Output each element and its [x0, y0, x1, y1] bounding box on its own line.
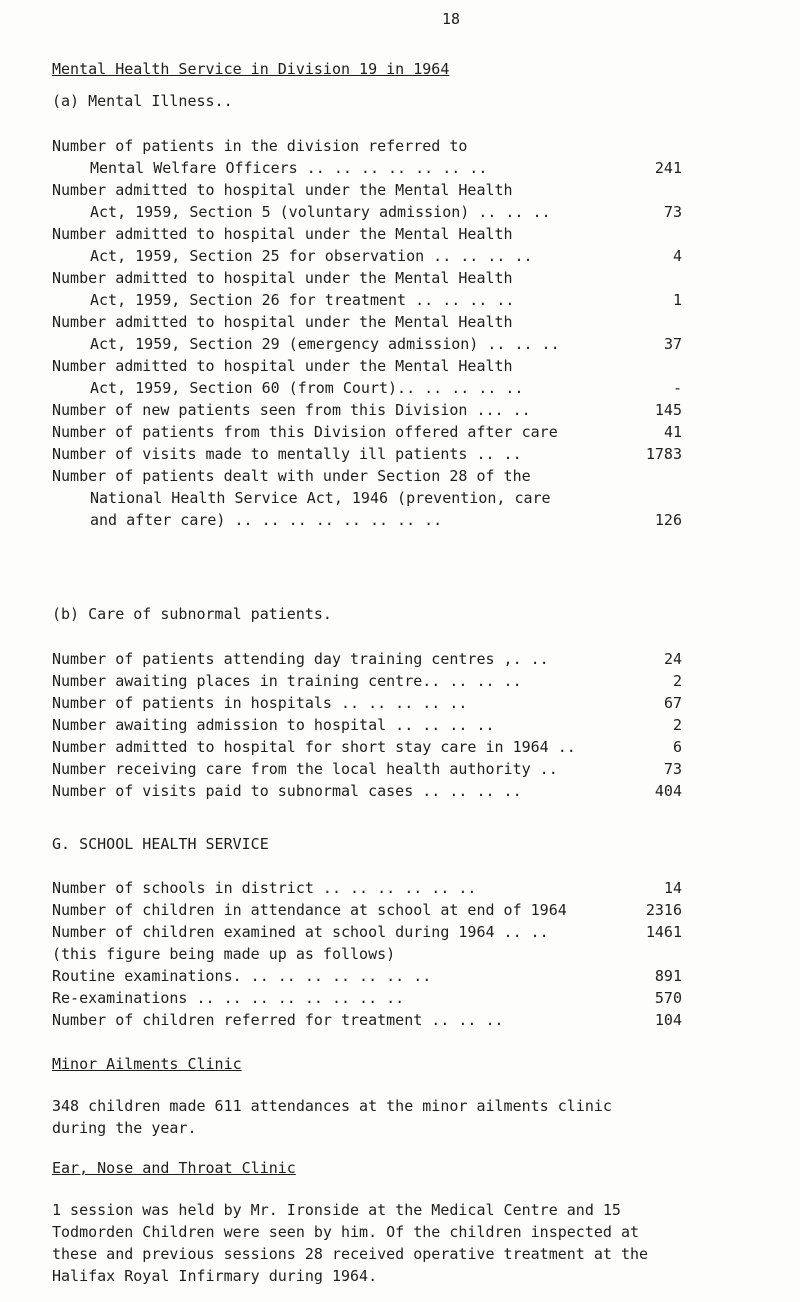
page-number: 18 — [442, 10, 461, 28]
section-g-row-value: 104 — [654, 1011, 682, 1029]
section-a-row-text: Number of new patients seen from this Division ... .. — [52, 401, 531, 419]
section-a-row-text: Number of visits made to mentally ill patients .. .. — [52, 445, 522, 463]
section-a-row-text: National Health Service Act, 1946 (prevention, care — [90, 489, 551, 507]
section-b-row-value: 6 — [672, 738, 682, 756]
section-g-row-value: 1461 — [645, 923, 682, 941]
ent-clinic-line: Todmorden Children were seen by him. Of the children inspected at — [52, 1223, 639, 1241]
page-title: Mental Health Service in Division 19 in 1964 — [52, 60, 450, 78]
ent-clinic-line: these and previous sessions 28 received operative treatment at the — [52, 1245, 649, 1263]
section-b-row-value: 2 — [672, 716, 682, 734]
section-g-row-value: 891 — [654, 967, 682, 985]
ent-clinic-line: 1 session was held by Mr. Ironside at the Medical Centre and 15 — [52, 1201, 621, 1219]
section-b-row-text: Number receiving care from the local health authority .. — [52, 760, 558, 778]
section-g-row-text: Number of schools in district .. .. .. .. .. .. — [52, 879, 477, 897]
section-g-heading: G. SCHOOL HEALTH SERVICE — [52, 835, 269, 853]
minor-ailments-heading: Minor Ailments Clinic — [52, 1055, 242, 1073]
section-a-row-value: 241 — [654, 159, 682, 177]
section-a-row-text: Number of patients dealt with under Section 28 of the — [52, 467, 531, 485]
section-b-row-text: Number awaiting admission to hospital .. .. .. .. — [52, 716, 495, 734]
section-g-row-text: Re-examinations .. .. .. .. .. .. .. .. — [52, 989, 405, 1007]
section-a-row-text: Number admitted to hospital under the Mental Health — [52, 357, 513, 375]
section-g-row-text: Routine examinations. .. .. .. .. .. .. .. — [52, 967, 432, 985]
section-a-row-value: 145 — [654, 401, 682, 419]
section-b-row-value: 2 — [672, 672, 682, 690]
section-a-row-value: 41 — [663, 423, 682, 441]
section-a-row-text: Act, 1959, Section 5 (voluntary admission) .. .. .. — [90, 203, 551, 221]
section-a-row-value: 37 — [663, 335, 682, 353]
section-a-row-text: Mental Welfare Officers .. .. .. .. .. .. .. — [90, 159, 488, 177]
minor-ailments-text-2: during the year. — [52, 1119, 197, 1137]
section-g-row-value: 2316 — [645, 901, 682, 919]
section-b-row-text: Number admitted to hospital for short stay care in 1964 .. — [52, 738, 576, 756]
section-a-row-text: Number of patients from this Division offered after care — [52, 423, 558, 441]
section-a-row-text: Act, 1959, Section 26 for treatment .. .. .. .. — [90, 291, 515, 309]
section-b-row-value: 404 — [654, 782, 682, 800]
section-a-row-text: Act, 1959, Section 25 for observation .. .. .. .. — [90, 247, 533, 265]
section-b-row-value: 67 — [663, 694, 682, 712]
section-b-row-text: Number of patients attending day training centres ,. .. — [52, 650, 549, 668]
section-b-row-value: 24 — [663, 650, 682, 668]
section-g-row-text: Number of children referred for treatment .. .. .. — [52, 1011, 504, 1029]
section-a-row-value: - — [672, 379, 682, 397]
minor-ailments-text-1: 348 children made 611 attendances at the minor ailments clinic — [52, 1097, 612, 1115]
section-a-heading: (a) Mental Illness.. — [52, 92, 233, 110]
section-a-row-text: Number admitted to hospital under the Mental Health — [52, 313, 513, 331]
section-g-row-value: 570 — [654, 989, 682, 1007]
section-g-row-text: Number of children in attendance at school at end of 1964 — [52, 901, 567, 919]
section-b-heading: (b) Care of subnormal patients. — [52, 605, 332, 623]
ent-clinic-heading: Ear, Nose and Throat Clinic — [52, 1159, 296, 1177]
section-g-row-text: Number of children examined at school during 1964 .. .. — [52, 923, 549, 941]
section-g-row-value: 14 — [663, 879, 682, 897]
section-b-row-text: Number of visits paid to subnormal cases .. .. .. .. — [52, 782, 522, 800]
section-a-row-value: 4 — [672, 247, 682, 265]
section-a-row-value: 73 — [663, 203, 682, 221]
section-a-row-text: and after care) .. .. .. .. .. .. .. .. — [90, 511, 443, 529]
section-a-row-text: Number of patients in the division referred to — [52, 137, 468, 155]
section-a-row-value: 1783 — [645, 445, 682, 463]
section-b-row-value: 73 — [663, 760, 682, 778]
section-a-row-text: Act, 1959, Section 60 (from Court).. .. .. .. .. — [90, 379, 524, 397]
section-a-row-text: Number admitted to hospital under the Mental Health — [52, 225, 513, 243]
section-a-row-text: Number admitted to hospital under the Mental Health — [52, 269, 513, 287]
section-a-row-text: Number admitted to hospital under the Mental Health — [52, 181, 513, 199]
ent-clinic-line: Halifax Royal Infirmary during 1964. — [52, 1267, 378, 1285]
section-b-row-text: Number of patients in hospitals .. .. .. .. .. — [52, 694, 468, 712]
section-a-row-value: 126 — [654, 511, 682, 529]
section-a-row-value: 1 — [672, 291, 682, 309]
section-b-row-text: Number awaiting places in training centre.. .. .. .. — [52, 672, 522, 690]
section-g-row-text: (this figure being made up as follows) — [52, 945, 396, 963]
section-a-row-text: Act, 1959, Section 29 (emergency admission) .. .. .. — [90, 335, 560, 353]
